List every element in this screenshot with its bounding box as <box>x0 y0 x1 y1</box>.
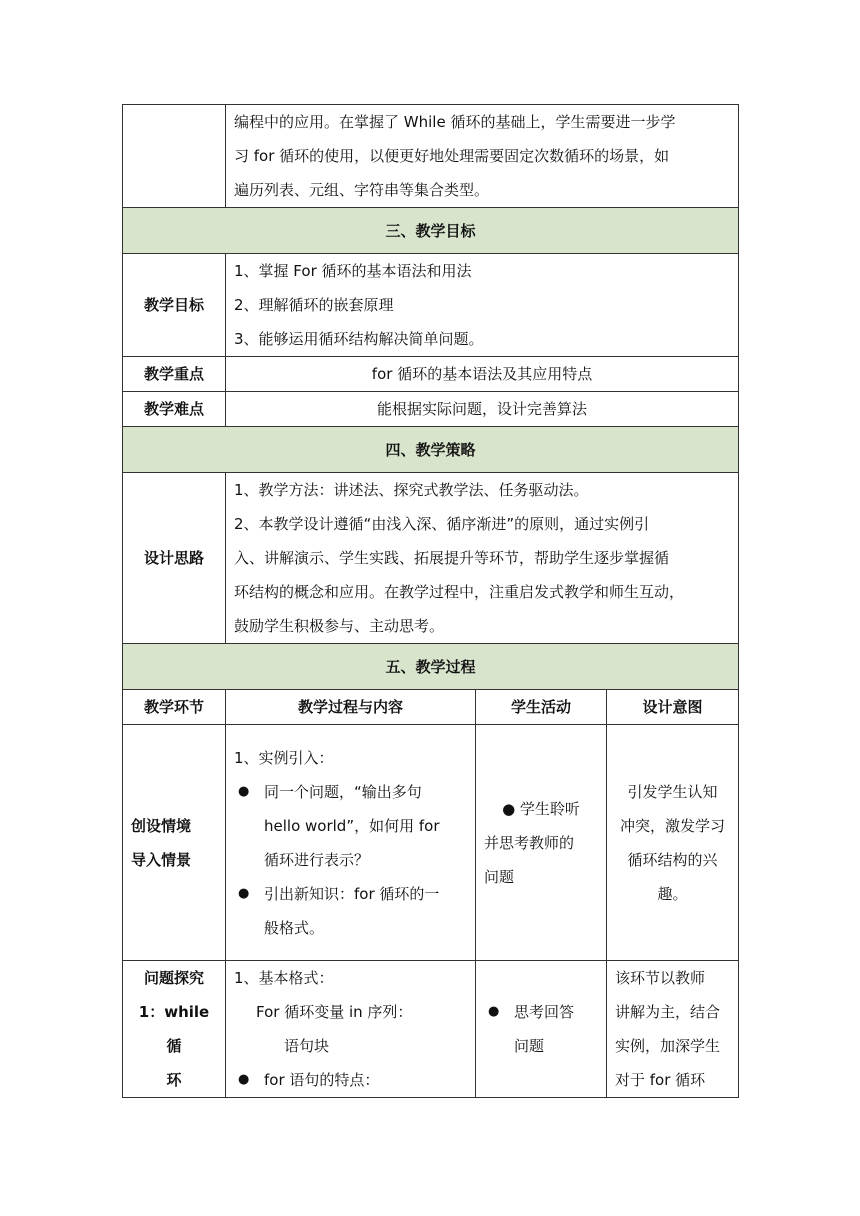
intro-row <box>123 105 739 208</box>
code-line: For 循环变量 in 序列： <box>256 1003 413 1021</box>
key-point-text: for 循环的基本语法及其应用特点 <box>226 357 739 392</box>
design-line: 鼓励学生积极参与、主动思考。 <box>234 617 445 635</box>
bullet-item <box>234 877 467 945</box>
goal-item: 2、理解循环的嵌套原理 <box>234 296 394 314</box>
stage-line: 环 <box>166 1071 182 1089</box>
bullet-line: 般格式。 <box>264 918 325 937</box>
bullet-line: 循环进行表示？ <box>264 850 370 869</box>
stage-line: 创设情境 <box>131 816 192 835</box>
intent-line: 实例，加深学生 <box>615 1037 721 1055</box>
content-title: 1、实例引入： <box>234 748 334 767</box>
bullet-item <box>484 995 598 1063</box>
intent-line: 引发学生认知 <box>627 782 718 801</box>
content-cell <box>226 725 476 961</box>
bullet-line: ● 同一个问题，“输出多句 <box>264 782 422 801</box>
goals-row <box>123 254 739 357</box>
key-point-row <box>123 357 739 392</box>
design-text <box>226 473 739 644</box>
header-content: 教学过程与内容 <box>226 690 476 725</box>
section-title-process: 五、教学过程 <box>123 644 739 690</box>
intent-line: 循环结构的兴 <box>627 850 718 869</box>
stage-cell <box>123 961 226 1098</box>
process-header-row <box>123 690 739 725</box>
design-label: 设计思路 <box>123 473 226 644</box>
section-title-strategy: 四、教学策略 <box>123 427 739 473</box>
design-line: 环结构的概念和应用。在教学过程中，注重启发式教学和师生互动， <box>234 583 685 601</box>
goal-item: 1、掌握 For 循环的基本语法和用法 <box>234 262 472 280</box>
intro-line: 编程中的应用。在掌握了 While 循环的基础上，学生需要进一步学 <box>234 113 676 131</box>
activity-line: 问题 <box>484 867 515 886</box>
intro-line: 习 for 循环的使用，以便更好地处理需要固定次数循环的场景，如 <box>234 147 670 165</box>
difficulty-label: 教学难点 <box>123 392 226 427</box>
process-row-intro <box>123 725 739 961</box>
intent-line: 该环节以教师 <box>615 969 706 987</box>
intent-line: 讲解为主，结合 <box>615 1003 721 1021</box>
activity-line: ● 思考回答 <box>514 1003 575 1021</box>
difficulty-row <box>123 392 739 427</box>
design-line: 2、本教学设计遵循“由浅入深、循序渐进”的原则，通过实例引 <box>234 515 650 533</box>
intent-line: 冲突，激发学习 <box>620 816 726 835</box>
content-cell <box>226 961 476 1098</box>
key-point-label: 教学重点 <box>123 357 226 392</box>
bullet-line: ● 引出新知识：for 循环的一 <box>264 884 440 903</box>
intent-line: 对于 for 循环 <box>615 1071 706 1089</box>
activity-line: ● 学生聆听 <box>502 799 580 818</box>
goals-label: 教学目标 <box>123 254 226 357</box>
intro-text <box>226 105 739 208</box>
stage-line: 问题探究 <box>143 969 204 987</box>
activity-cell <box>476 725 607 961</box>
bullet-line: hello world”，如何用 for <box>264 816 440 835</box>
difficulty-text: 能根据实际问题，设计完善算法 <box>226 392 739 427</box>
design-row <box>123 473 739 644</box>
activity-line: 问题 <box>514 1037 545 1055</box>
goals-list <box>226 254 739 357</box>
design-line: 入、讲解演示、学生实践、拓展提升等环节，帮助学生逐步掌握循 <box>234 549 670 567</box>
intent-line: 趣。 <box>657 884 688 903</box>
stage-line: 1：while 循 <box>138 1003 210 1055</box>
section-title-goals: 三、教学目标 <box>123 208 739 254</box>
header-activity: 学生活动 <box>476 690 607 725</box>
code-line: 语句块 <box>284 1037 330 1055</box>
bullet-item <box>234 775 467 877</box>
stage-line: 导入情景 <box>131 850 192 869</box>
design-paragraph: 1、教学方法：讲述法、探究式教学法、任务驱动法。 <box>234 481 589 499</box>
process-row-explore <box>123 961 739 1098</box>
lesson-plan-table <box>122 104 739 1098</box>
activity-cell <box>476 961 607 1098</box>
bullet-item: ● for 语句的特点： <box>234 1063 467 1097</box>
intro-label-cell <box>123 105 226 208</box>
stage-cell <box>123 725 226 961</box>
activity-line: 并思考教师的 <box>484 833 575 852</box>
intent-cell <box>607 961 739 1098</box>
goal-item: 3、能够运用循环结构解决简单问题。 <box>234 330 484 348</box>
intro-line: 遍历列表、元组、字符串等集合类型。 <box>234 181 490 199</box>
header-intent: 设计意图 <box>607 690 739 725</box>
content-title: 1、基本格式： <box>234 969 334 987</box>
header-stage: 教学环节 <box>123 690 226 725</box>
intent-cell <box>607 725 739 961</box>
